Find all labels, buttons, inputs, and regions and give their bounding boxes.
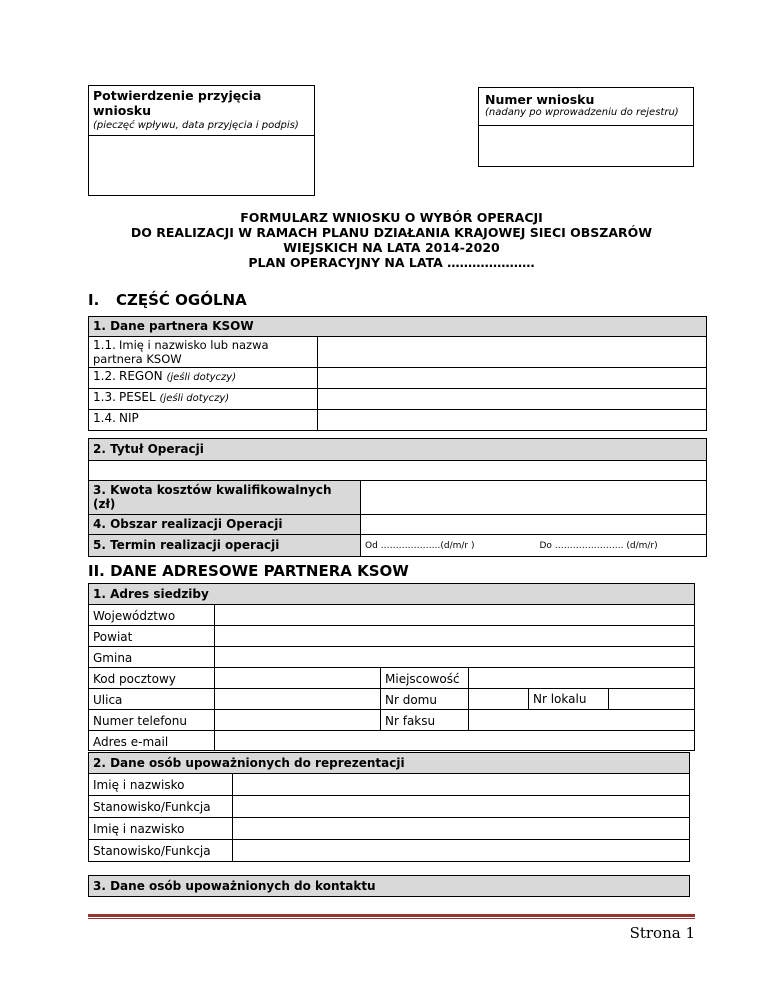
row-number: 1.1. [93,338,116,352]
regon-field[interactable] [318,368,707,389]
term-from-field[interactable]: Od ………………..(d/m/r ) [361,535,536,557]
address-header: 1. Adres siedziby [89,584,695,605]
section2-heading: II. DANE ADRESOWE PARTNERA KSOW [88,562,409,580]
form-title-line2: DO REALIZACJI W RAMACH PLANU DZIAŁANIA KRAJOWEJ SIECI OBSZARÓW [130,225,653,240]
area-field[interactable] [361,515,707,535]
pesel-label-cell [89,389,318,410]
row-number: 1.4. [93,411,116,425]
voivodeship-field[interactable] [215,605,695,626]
nip-field[interactable] [318,410,707,431]
flat-cell [529,689,695,710]
fax-field[interactable] [469,710,695,731]
stamp-box-subtitle: (pieczęć wpływu, data przyjęcia i podpis) [93,120,299,131]
partner-table [88,316,707,431]
regon-note: (jeśli dotyczy) [166,372,237,383]
voivodeship-label: Województwo [89,605,215,626]
county-label: Powiat [89,626,215,647]
rep2-name-field[interactable] [233,818,690,840]
address-table [88,583,695,751]
rep2-name-label: Imię i nazwisko [89,818,233,840]
number-box [478,87,694,167]
rep1-name-field[interactable] [233,774,690,796]
term-to-field[interactable]: Do ………………….. (d/m/r) [536,535,707,557]
representatives-header: 2. Dane osób upoważnionych do reprezentacji [89,753,690,774]
area-label: 4. Obszar realizacji Operacji [89,515,361,535]
partner-name-field[interactable] [318,337,707,368]
operation-table [88,438,707,557]
page-number: Strona 1 [629,924,695,942]
pesel-field[interactable] [318,389,707,410]
cost-label: 3. Kwota kosztów kwalifikowalnych (zł) [89,481,361,515]
row-number: 1.2. [93,369,116,383]
flat-label: Nr lokalu [529,689,609,709]
footer-rule-thin [88,918,695,919]
phone-label: Numer telefonu [89,710,215,731]
operation-title-field[interactable] [89,461,707,481]
pesel-note: (jeśli dotyczy) [159,393,230,404]
street-field[interactable] [215,689,381,710]
contact-header-label: 3. Dane osób upoważnionych do kontaktu [93,879,376,893]
partner-table-header: 1. Dane partnera KSOW [89,317,707,337]
rep1-name-label: Imię i nazwisko [89,774,233,796]
form-title-line3: WIEJSKICH NA LATA 2014-2020 [283,240,500,255]
number-box-title: Numer wniosku [485,92,595,107]
section1-number: I. [88,291,100,309]
representatives-table [88,752,690,862]
stamp-box-title: Potwierdzenie przyjęcia wniosku [93,88,262,118]
commune-label: Gmina [89,647,215,668]
stamp-box [88,85,315,196]
city-field[interactable] [469,668,695,689]
section1-heading [88,291,247,309]
footer-rule [88,914,695,917]
city-label: Miejscowość [381,668,469,689]
email-label: Adres e-mail [89,731,215,751]
rep1-role-field[interactable] [233,796,690,818]
section1-title: CZĘŚĆ OGÓLNA [116,291,247,309]
partner-name-label: Imię i nazwisko lub nazwa partnera KSOW [93,338,269,366]
regon-label-cell [89,368,318,389]
form-title-line1: FORMULARZ WNIOSKU O WYBÓR OPERACJI [240,210,543,225]
postal-field[interactable] [215,668,381,689]
house-label: Nr domu [381,689,469,710]
contact-header [88,875,690,897]
term-label: 5. Termin realizacji operacji [89,535,361,557]
rep1-role-label: Stanowisko/Funkcja [89,796,233,818]
cost-field[interactable] [361,481,707,515]
flat-field[interactable] [609,689,694,709]
partner-name-label-cell [89,337,318,368]
street-label: Ulica [89,689,215,710]
commune-field[interactable] [215,647,695,668]
house-field[interactable] [469,689,529,710]
operation-title-header: 2. Tytuł Operacji [89,439,707,461]
pesel-label: PESEL [119,390,156,404]
nip-label: NIP [119,411,139,425]
number-box-subtitle: (nadany po wprowadzeniu do rejestru) [485,107,679,118]
phone-field[interactable] [215,710,381,731]
rep2-role-field[interactable] [233,840,690,862]
form-title [88,210,695,270]
postal-label: Kod pocztowy [89,668,215,689]
form-title-line4: PLAN OPERACYJNY NA LATA ………………… [248,255,535,270]
email-field[interactable] [215,731,695,751]
row-number: 1.3. [93,390,116,404]
fax-label: Nr faksu [381,710,469,731]
nip-label-cell [89,410,318,431]
county-field[interactable] [215,626,695,647]
regon-label: REGON [119,369,163,383]
rep2-role-label: Stanowisko/Funkcja [89,840,233,862]
